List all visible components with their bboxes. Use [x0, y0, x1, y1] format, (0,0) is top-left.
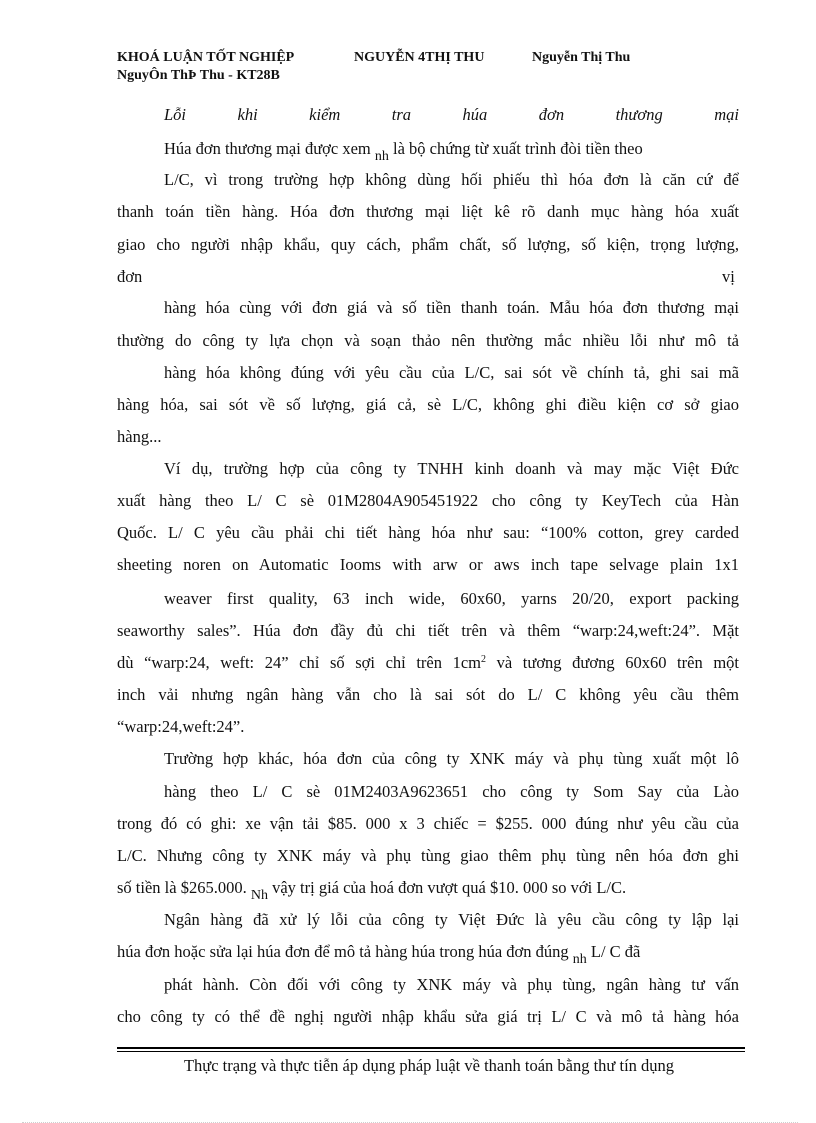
text-line: [117, 878, 627, 903]
heading-word: khi: [237, 105, 258, 124]
heading-word: húa: [462, 105, 488, 124]
text-line: hàng...: [117, 427, 162, 446]
text-line: cho công ty có thể đề nghị người nhập khẩu sửa giá trị L/ C và mô tả hàng hóa: [117, 1007, 739, 1026]
text-line: [117, 653, 739, 676]
text-line: vị: [722, 267, 735, 286]
text-span: nh: [374, 149, 389, 164]
text-line: [164, 139, 643, 164]
text-span: nh: [572, 952, 587, 967]
heading-word: đơn: [538, 105, 565, 124]
text-span: số tiền là $265.000.: [117, 878, 251, 897]
footer-rule-thin: [117, 1051, 745, 1052]
footer-rule-thick: [117, 1047, 745, 1049]
text-line: hàng theo L/ C sè 01M2403A9623651 cho công ty Som Say của Lào: [164, 782, 739, 801]
text-line: giao cho người nhập khẩu, quy cách, phẩm chất, số lượng, số kiện, trọng lượng,: [117, 235, 739, 254]
text-line: L/C. Nhưng công ty XNK máy và phụ tùng giao thêm phụ tùng nên hóa đơn ghi: [117, 846, 739, 865]
text-line: trong đó có ghi: xe vận tải $85. 000 x 3 chiếc = $255. 000 đúng như yêu cầu của: [117, 814, 739, 833]
footer-text: Thực trạng và thực tiễn áp dụng pháp luật về thanh toán bằng thư tín dụng: [183, 1056, 675, 1075]
text-span: húa đơn hoặc sửa lại húa đơn để mô tả hàng húa trong húa đơn đúng: [117, 942, 573, 961]
text-line: Ví dụ, trường hợp của công ty TNHH kinh doanh và may mặc Việt Đức: [164, 459, 739, 478]
header-right: Nguyễn Thị Thu: [532, 50, 631, 65]
text-line: L/C, vì trong trường hợp không dùng hối phiếu thì hóa đơn là căn cứ để: [164, 170, 739, 189]
text-line: “warp:24,weft:24”.: [117, 717, 245, 736]
text-line: weaver first quality, 63 inch wide, 60x60, yarns 20/20, export packing: [164, 589, 739, 608]
text-line: [117, 942, 641, 967]
text-line: hàng hóa, sai sót về số lượng, giá cả, sè L/C, không ghi điều kiện cơ sở giao: [117, 395, 739, 414]
text-line: inch vải nhưng ngân hàng vẫn cho là sai sót do L/ C không yêu cầu thêm: [117, 685, 739, 704]
text-span: và tương đương 60x60 trên một: [486, 653, 739, 672]
heading-word: kiểm: [309, 105, 341, 124]
text-line: phát hành. Còn đối với công ty XNK máy và phụ tùng, ngân hàng tư vấn: [164, 975, 739, 994]
text-line: đơn: [117, 267, 143, 286]
header-left: KHOÁ LUẬN TỐT NGHIỆP: [117, 50, 295, 65]
text-line: Trường hợp khác, hóa đơn của công ty XNK máy và phụ tùng xuất một lô: [164, 749, 739, 768]
text-span: L/ C đã: [586, 942, 641, 961]
text-span: Húa đơn thương mại được xem: [164, 139, 375, 158]
text-span: vậy trị giá của hoá đơn vượt quá $10. 000 so với L/C.: [267, 878, 627, 897]
header-line2: NguyÔn ThÞ Thu - KT28B: [117, 68, 280, 83]
text-line: sheeting noren on Automatic Iooms with arw or aws inch tape selvage plain 1x1: [117, 555, 739, 574]
text-line: seaworthy sales”. Húa đơn đầy đủ chi tiết trên và thêm “warp:24,weft:24”. Mặt: [117, 621, 739, 640]
text-line: Quốc. L/ C yêu cầu phải chi tiết hàng hóa như sau: “100% cotton, grey carded: [117, 523, 739, 542]
text-line: hàng hóa không đúng với yêu cầu của L/C, sai sót về chính tả, ghi sai mã: [164, 363, 739, 382]
header-center: NGUYỄN 4THỊ THU: [354, 50, 485, 65]
text-line: hàng hóa cùng với đơn giá và số tiền thanh toán. Mẫu hóa đơn thương mại: [164, 298, 739, 317]
text-span: dù “warp:24, weft: 24” chỉ số sợi chỉ trên 1cm: [117, 653, 482, 672]
text-span: 2: [481, 654, 487, 665]
text-line: Ngân hàng đã xử lý lỗi của công ty Việt Đức là yêu cầu công ty lập lại: [164, 910, 739, 929]
text-line: thanh toán tiền hàng. Hóa đơn thương mại liệt kê rõ danh mục hàng hóa xuất: [117, 202, 739, 221]
heading-word: thương: [615, 105, 663, 124]
text-line: thường do công ty lựa chọn và soạn thảo nên thường mắc nhiều lỗi như mô tả: [117, 331, 739, 350]
text-span: là bộ chứng từ xuất trình đòi tiền theo: [388, 139, 643, 158]
heading-word: mại: [714, 105, 739, 124]
text-line: xuất hàng theo L/ C sè 01M2804A905451922 cho công ty KeyTech của Hàn: [117, 491, 739, 510]
text-span: Nh: [250, 888, 268, 903]
section-heading: [164, 105, 739, 125]
heading-word: tra: [391, 105, 412, 124]
heading-word: Lỗi: [164, 105, 187, 124]
